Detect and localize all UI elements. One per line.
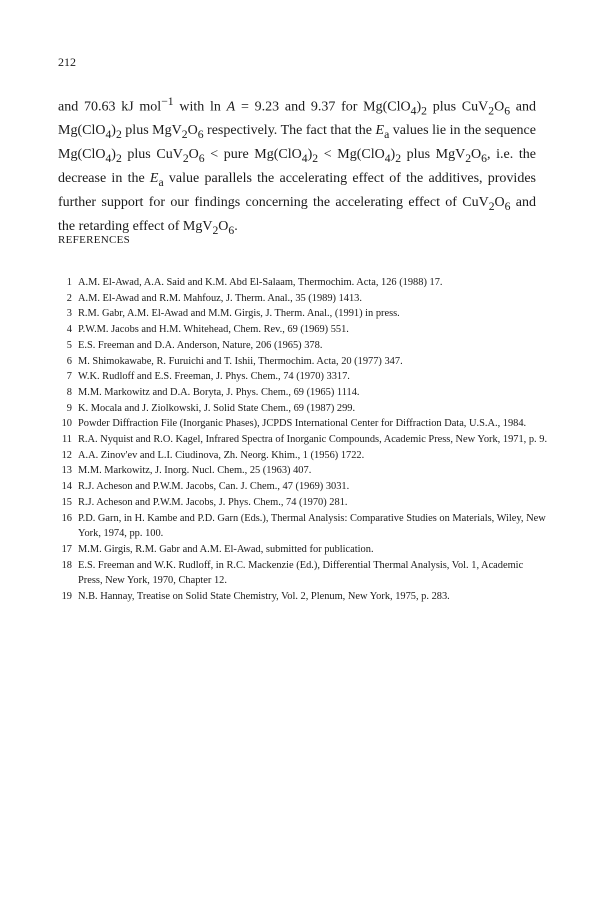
reference-item xyxy=(58,306,550,322)
reference-item xyxy=(58,479,550,495)
body-paragraph: and 70.63 kJ mol$^{-1}$ with ln A = 9.23 and 9.37 for $Mg(ClO_4)_2$ plus $CuV_2O_6$ and $Mg(ClO_4)_2$ plus $MgV_2O_6$ respectively. The fact that the $E_a$ values lie in the sequence $Mg(ClO_4)_2$ plus $CuV_2O_6$ < pure $Mg(ClO_4)_2 < Mg(ClO_4)_2$ plus $MgV_2O_6$, i.e. the decrease in the $E_a$ value parallels the accelerating effect of the additives, provides further support for our findings concerning the accelerating effect of $CuV_2O_6$ and the retarding effect of $MgV_2O_6$. xyxy=(58,95,536,237)
reference-number: 8 xyxy=(66,386,72,398)
reference-number: 16 xyxy=(61,512,72,524)
reference-number: 4 xyxy=(66,324,72,336)
reference-number: 14 xyxy=(61,481,72,493)
references-list xyxy=(58,275,550,605)
reference-text: M.M. Girgis, R.M. Gabr and A.M. El-Awad, submitted for publication. xyxy=(78,543,374,555)
page-number: 212 xyxy=(58,55,76,69)
reference-text: R.M. Gabr, A.M. El-Awad and M.M. Girgis, J. Therm. Anal., (1991) in press. xyxy=(78,308,400,320)
reference-item xyxy=(58,385,550,401)
reference-item xyxy=(58,338,550,354)
reference-text: M. Shimokawabe, R. Furuichi and T. Ishii, Thermochim. Acta, 20 (1977) 347. xyxy=(78,355,403,367)
reference-text: A.M. El-Awad and R.M. Mahfouz, J. Therm. Anal., 35 (1989) 1413. xyxy=(78,292,362,304)
reference-text: P.W.M. Jacobs and H.M. Whitehead, Chem. Rev., 69 (1969) 551. xyxy=(78,324,349,336)
reference-item xyxy=(58,322,550,338)
reference-text: A.A. Zinov'ev and L.I. Ciudinova, Zh. Neorg. Khim., 1 (1956) 1722. xyxy=(78,449,365,461)
references-heading: REFERENCES xyxy=(58,234,131,246)
reference-number: 15 xyxy=(61,496,72,508)
reference-number: 12 xyxy=(61,449,72,461)
reference-item xyxy=(58,542,550,558)
reference-item xyxy=(58,463,550,479)
reference-number: 5 xyxy=(66,339,72,351)
reference-item xyxy=(58,416,550,432)
reference-text: Powder Diffraction File (Inorganic Phases), JCPDS International Center for Diffraction Data, U.S.A., 1984. xyxy=(78,418,527,430)
reference-text: E.S. Freeman and W.K. Rudloff, in R.C. Mackenzie (Ed.), Differential Thermal Analysis, Vol. 1, Academic Press, New York, 1970, Chapter 12. xyxy=(78,559,524,587)
reference-number: 19 xyxy=(61,591,72,603)
reference-text: M.M. Markowitz, J. Inorg. Nucl. Chem., 25 (1963) 407. xyxy=(78,465,312,477)
reference-item xyxy=(58,354,550,370)
reference-item xyxy=(58,275,550,291)
reference-number: 18 xyxy=(61,559,72,571)
reference-item xyxy=(58,589,550,605)
reference-text: E.S. Freeman and D.A. Anderson, Nature, 206 (1965) 378. xyxy=(78,339,323,351)
reference-item xyxy=(58,401,550,417)
reference-text: R.J. Acheson and P.W.M. Jacobs, J. Phys. Chem., 74 (1970) 281. xyxy=(78,496,348,508)
reference-text: W.K. Rudloff and E.S. Freeman, J. Phys. Chem., 74 (1970) 3317. xyxy=(78,371,350,383)
reference-number: 10 xyxy=(61,418,72,430)
reference-number: 11 xyxy=(61,434,72,446)
reference-number: 2 xyxy=(66,292,72,304)
reference-text: A.M. El-Awad, A.A. Said and K.M. Abd El-Salaam, Thermochim. Acta, 126 (1988) 17. xyxy=(78,277,443,288)
reference-text: M.M. Markowitz and D.A. Boryta, J. Phys. Chem., 69 (1965) 1114. xyxy=(78,386,360,398)
reference-number: 13 xyxy=(61,465,72,477)
reference-text: R.J. Acheson and P.W.M. Jacobs, Can. J. Chem., 47 (1969) 3031. xyxy=(78,481,350,493)
reference-item xyxy=(58,511,550,542)
reference-item xyxy=(58,448,550,464)
reference-number: 9 xyxy=(66,402,72,414)
reference-item xyxy=(58,369,550,385)
reference-number: 7 xyxy=(66,371,72,383)
reference-item xyxy=(58,432,550,448)
reference-text: N.B. Hannay, Treatise on Solid State Chemistry, Vol. 2, Plenum, New York, 1975, p. 283. xyxy=(78,591,450,603)
reference-item xyxy=(58,291,550,307)
reference-text: R.A. Nyquist and R.O. Kagel, Infrared Spectra of Inorganic Compounds, Academic Press, New York, 1971, p. 9. xyxy=(78,434,548,446)
reference-number: 1 xyxy=(66,277,72,288)
reference-text: P.D. Garn, in H. Kambe and P.D. Garn (Eds.), Thermal Analysis: Comparative Studies on Materials, Wiley, New York, 1974, pp. 100. xyxy=(78,512,546,540)
reference-item xyxy=(58,558,550,589)
reference-text: K. Mocala and J. Ziolkowski, J. Solid State Chem., 69 (1987) 299. xyxy=(78,402,356,414)
reference-number: 6 xyxy=(66,355,72,367)
reference-number: 3 xyxy=(66,308,72,320)
reference-number: 17 xyxy=(61,543,72,555)
reference-item xyxy=(58,495,550,511)
